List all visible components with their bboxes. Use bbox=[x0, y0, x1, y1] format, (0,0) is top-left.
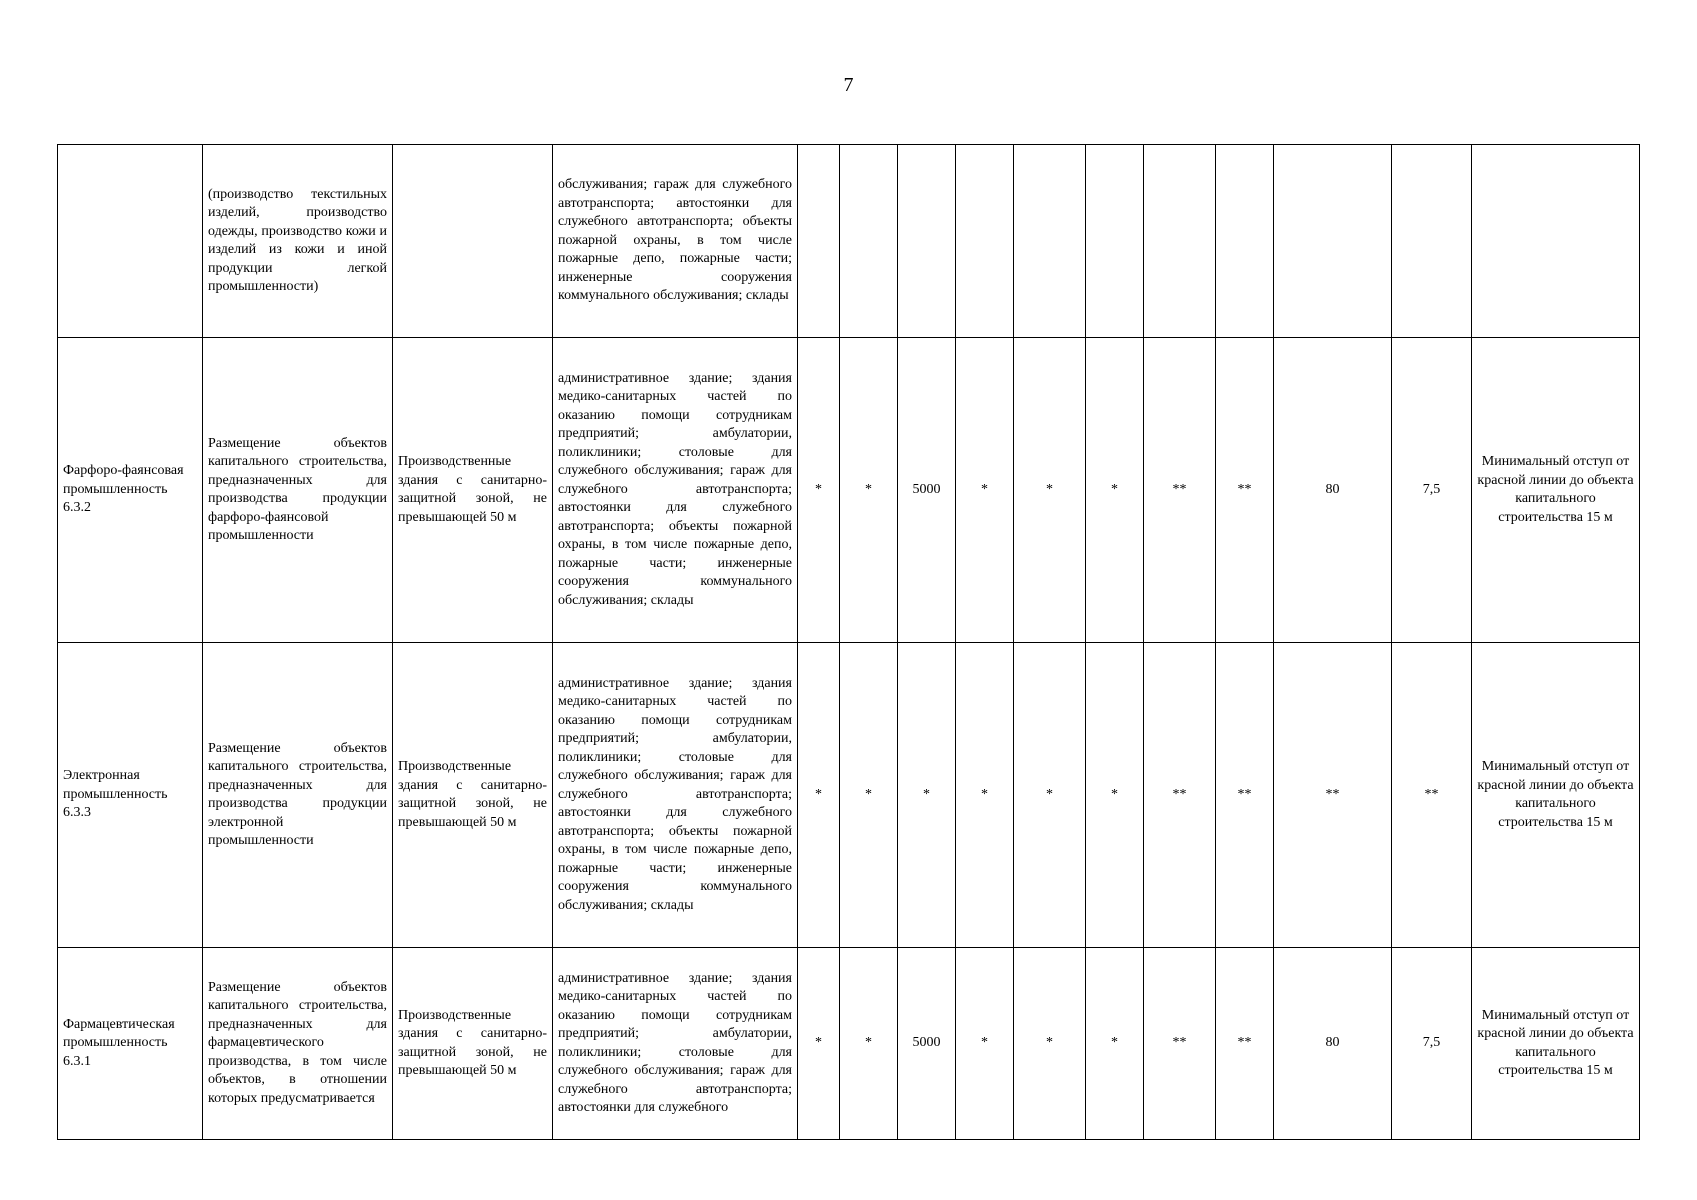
note-cell: Минимальный отступ от красной линии до объекта капитального строительства 15 м bbox=[1472, 948, 1640, 1140]
value-cell: * bbox=[798, 948, 840, 1140]
value-cell bbox=[1086, 145, 1144, 338]
table-row bbox=[58, 145, 1640, 338]
value-cell: * bbox=[1086, 338, 1144, 643]
value-cell bbox=[1014, 145, 1086, 338]
value-cell bbox=[840, 145, 898, 338]
zone-cell: Производственные здания с санитарно-защитной зоной, не превышающей 50 м bbox=[393, 643, 553, 948]
value-cell: 7,5 bbox=[1392, 338, 1472, 643]
value-cell: * bbox=[956, 948, 1014, 1140]
value-cell bbox=[1144, 145, 1216, 338]
value-cell: * bbox=[840, 338, 898, 643]
zone-cell: Производственные здания с санитарно-защитной зоной, не превышающей 50 м bbox=[393, 338, 553, 643]
value-cell: ** bbox=[1144, 948, 1216, 1140]
value-cell: * bbox=[898, 643, 956, 948]
page-number: 7 bbox=[843, 74, 854, 96]
table-row bbox=[58, 643, 1640, 948]
value-cell: * bbox=[1086, 643, 1144, 948]
value-cell: * bbox=[798, 643, 840, 948]
value-cell: * bbox=[1014, 948, 1086, 1140]
value-cell bbox=[1274, 145, 1392, 338]
value-cell bbox=[956, 145, 1014, 338]
value-cell bbox=[1392, 145, 1472, 338]
auxiliary-uses-cell: обслуживания; гараж для служебного автотранспорта; автостоянки для служебного автотранспорта; объекты пожарной охраны, в том числе пожарные депо, пожарные части; инженерные сооружения коммунального обслуживания; склады bbox=[553, 145, 798, 338]
use-name-cell bbox=[58, 145, 203, 338]
value-cell: ** bbox=[1144, 338, 1216, 643]
auxiliary-uses-cell: административное здание; здания медико-санитарных частей по оказанию помощи сотрудникам предприятий; амбулатории, поликлиники; столовые для служебного обслуживания; гараж для служебного автотранспорта; автостоянки для служебного bbox=[553, 948, 798, 1140]
value-cell: 80 bbox=[1274, 948, 1392, 1140]
note-cell: Минимальный отступ от красной линии до объекта капитального строительства 15 м bbox=[1472, 338, 1640, 643]
use-name-cell: Электронная промышленность 6.3.3 bbox=[58, 643, 203, 948]
value-cell: ** bbox=[1274, 643, 1392, 948]
value-cell: ** bbox=[1216, 338, 1274, 643]
value-cell: 80 bbox=[1274, 338, 1392, 643]
regulations-table bbox=[57, 144, 1640, 1140]
value-cell bbox=[898, 145, 956, 338]
value-cell: ** bbox=[1144, 643, 1216, 948]
auxiliary-uses-cell: административное здание; здания медико-санитарных частей по оказанию помощи сотрудникам предприятий; амбулатории, поликлиники; столовые для служебного обслуживания; гараж для служебного автотранспорта; автостоянки для служебного автотранспорта; объекты пожарной охраны, в том числе пожарные депо, пожарные части; инженерные сооружения коммунального обслуживания; склады bbox=[553, 643, 798, 948]
value-cell: * bbox=[956, 643, 1014, 948]
value-cell: * bbox=[956, 338, 1014, 643]
value-cell: * bbox=[1086, 948, 1144, 1140]
use-description-cell: (производство текстильных изделий, производство одежды, производство кожи и изделий из кожи и иной продукции легкой промышленности) bbox=[203, 145, 393, 338]
note-cell bbox=[1472, 145, 1640, 338]
value-cell: * bbox=[1014, 643, 1086, 948]
value-cell: * bbox=[840, 948, 898, 1140]
value-cell: * bbox=[840, 643, 898, 948]
value-cell: ** bbox=[1216, 948, 1274, 1140]
use-description-cell: Размещение объектов капитального строительства, предназначенных для производства продукции фарфоро-фаянсовой промышленности bbox=[203, 338, 393, 643]
value-cell: ** bbox=[1392, 643, 1472, 948]
value-cell bbox=[1216, 145, 1274, 338]
use-description-cell: Размещение объектов капитального строительства, предназначенных для фармацевтического производства, в том числе объектов, в отношении которых предусматривается bbox=[203, 948, 393, 1140]
value-cell: 5000 bbox=[898, 948, 956, 1140]
zone-cell bbox=[393, 145, 553, 338]
value-cell: 7,5 bbox=[1392, 948, 1472, 1140]
value-cell: * bbox=[1014, 338, 1086, 643]
value-cell: ** bbox=[1216, 643, 1274, 948]
table-row bbox=[58, 338, 1640, 643]
auxiliary-uses-cell: административное здание; здания медико-санитарных частей по оказанию помощи сотрудникам предприятий; амбулатории, поликлиники; столовые для служебного обслуживания; гараж для служебного автотранспорта; автостоянки для служебного автотранспорта; объекты пожарной охраны, в том числе пожарные депо, пожарные части; инженерные сооружения коммунального обслуживания; склады bbox=[553, 338, 798, 643]
zone-cell: Производственные здания с санитарно-защитной зоной, не превышающей 50 м bbox=[393, 948, 553, 1140]
use-name-cell: Фарфоро-фаянсовая промышленность 6.3.2 bbox=[58, 338, 203, 643]
use-name-cell: Фармацевтическая промышленность 6.3.1 bbox=[58, 948, 203, 1140]
note-cell: Минимальный отступ от красной линии до объекта капитального строительства 15 м bbox=[1472, 643, 1640, 948]
value-cell: * bbox=[798, 338, 840, 643]
value-cell bbox=[798, 145, 840, 338]
value-cell: 5000 bbox=[898, 338, 956, 643]
use-description-cell: Размещение объектов капитального строительства, предназначенных для производства продукции электронной промышленности bbox=[203, 643, 393, 948]
table-row bbox=[58, 948, 1640, 1140]
